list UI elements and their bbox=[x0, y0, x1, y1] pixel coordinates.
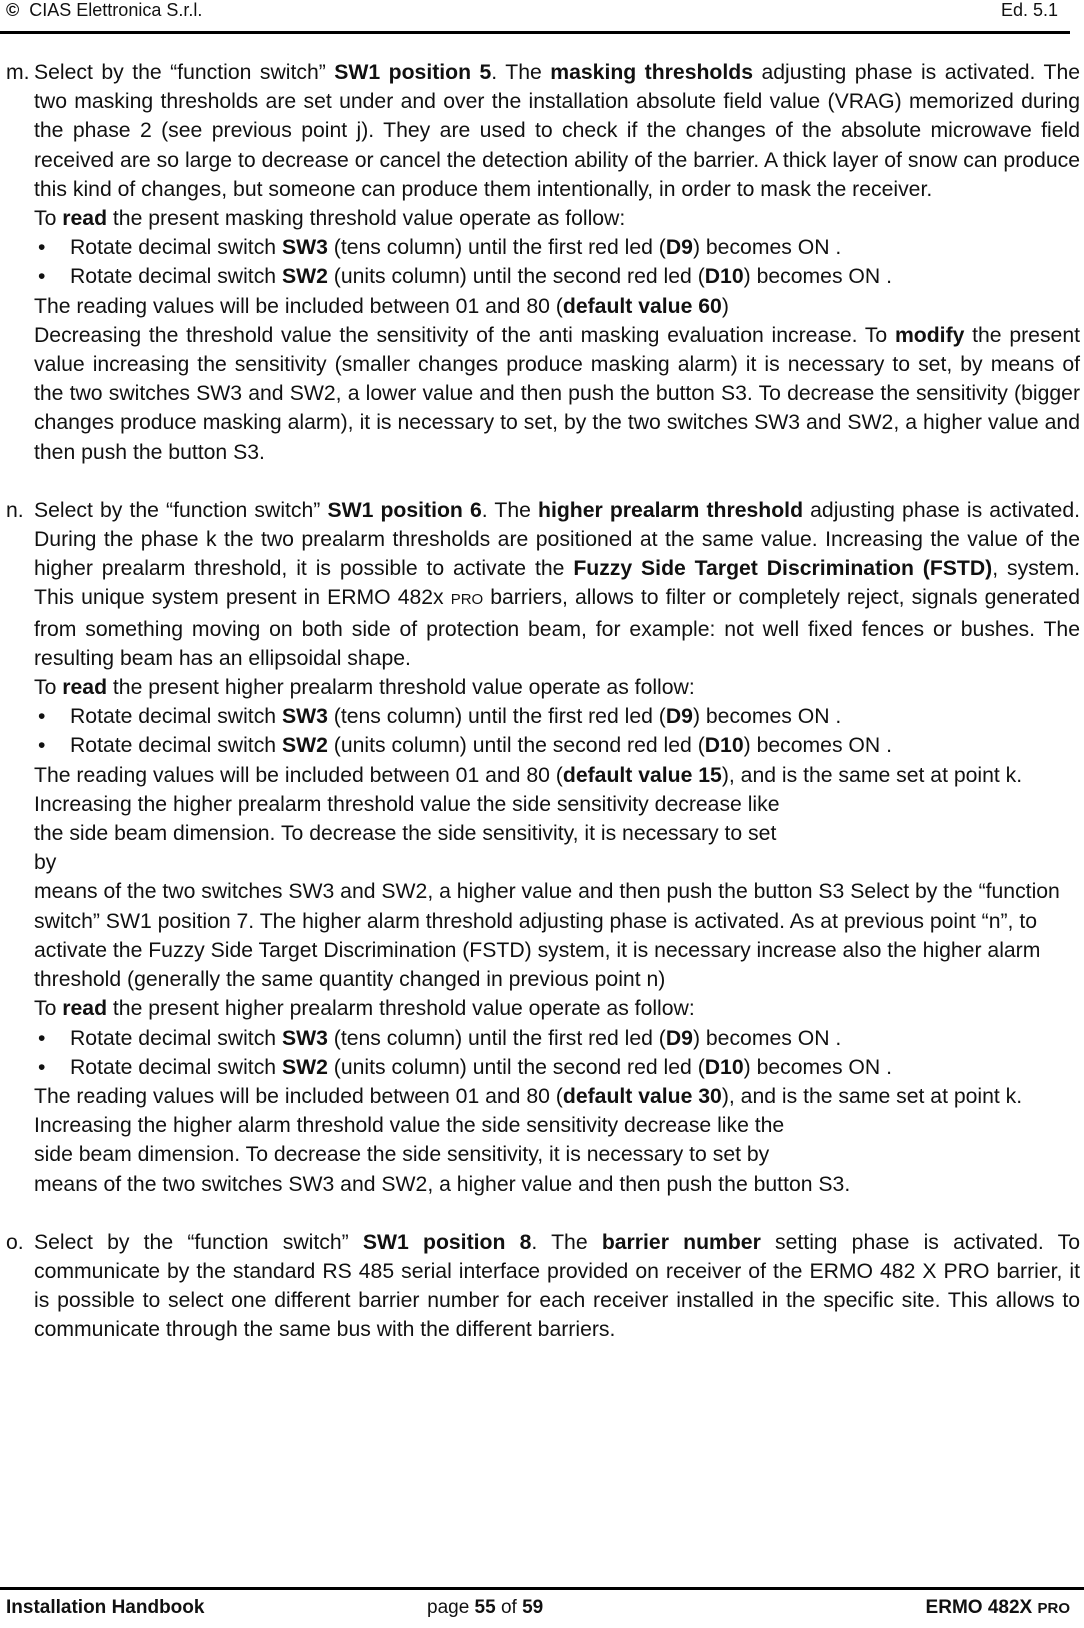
item-n-intro: Select by the “function switch” SW1 position 6. The higher prealarm threshold adjusting phase is activated. During the phase k the two prealarm thresholds are positioned at the same value. Increasing the value of the higher prealarm threshold, it is possible to activate the Fuzzy Side Target Discrimination (FSTD), system. This unique system present in ERMO 482x PRO barriers, allows to filter or completely reject, signals generated from something moving on both side of protection beam, for example: not well fixed fences or bushes. The resulting beam has an ellipsoidal shape. bbox=[34, 498, 1080, 670]
item-m bbox=[0, 58, 1084, 467]
bullet-icon: • bbox=[38, 265, 46, 289]
product-name: ERMO 482X PRO bbox=[925, 1597, 1070, 1618]
means-note: means of the two switches SW3 and SW2, a higher value and then push the button S3 Select by the “function switch” SW1 position 7. The higher alarm threshold adjusting phase is activated. As at previous point “n”, to activate the Fuzzy Side Target Discrimination (FSTD) system, it is necessary increase also the higher alarm threshold (generally the same quantity changed in previous point n) bbox=[34, 880, 1060, 992]
increase-note: Increasing the higher alarm threshold value the side sensitivity decrease like the side beam dimension. To decrease the side sensitivity, it is necessary to set by bbox=[34, 1114, 785, 1167]
read-instruction: To read the present higher prealarm threshold value operate as follow: bbox=[34, 997, 695, 1021]
page-footer bbox=[0, 1597, 1084, 1621]
footer-rule bbox=[0, 1587, 1084, 1590]
bullet-item: • Rotate decimal switch SW2 (units column) until the second red led (D10) becomes ON . bbox=[34, 262, 1080, 291]
bullet-item: • Rotate decimal switch SW3 (tens column) until the first red led (D9) becomes ON . bbox=[34, 233, 1080, 262]
document-body bbox=[0, 58, 1084, 1345]
increase-note: Increasing the higher prealarm threshold value the side sensitivity decrease like the side beam dimension. To decrease the side sensitivity, it is necessary to set by bbox=[34, 792, 780, 875]
copyright-icon: © bbox=[6, 0, 20, 20]
item-o bbox=[0, 1228, 1084, 1345]
modify-instruction: Decreasing the threshold value the sensitivity of the anti masking evaluation increase. To modify the present value increasing the sensitivity (smaller changes produce masking alarm) it is necessary to set, by means of the two switches SW3 and SW2, a lower value and then push the button S3. To decrease the sensitivity (bigger changes produce masking alarm), it is necessary to set, by the two switches SW3 and SW2, a higher value and then push the button S3. bbox=[34, 323, 1080, 464]
page-header bbox=[6, 0, 1070, 22]
edition: Ed. 5.1 bbox=[1000, 0, 1058, 20]
bullet-item: • Rotate decimal switch SW3 (tens column) until the first red led (D9) becomes ON . bbox=[34, 702, 1080, 731]
bullet-item: • Rotate decimal switch SW2 (units column) until the second red led (D10) becomes ON . bbox=[34, 731, 1080, 760]
company-name: © CIAS Elettronica S.r.l. bbox=[6, 0, 203, 20]
item-o-intro: Select by the “function switch” SW1 position 8. The barrier number setting phase is activated. To communicate by the standard RS 485 serial interface provided on receiver of the ERMO 482 X PRO barrier, it is possible to select one different barrier number for each receiver installed in the specific site. This allows to communicate through the same bus with the different barriers. bbox=[34, 1230, 1080, 1342]
values-range: The reading values will be included between 01 and 80 (default value 60) bbox=[34, 294, 729, 318]
page-number: page 55 of 59 bbox=[427, 1597, 544, 1618]
read-instruction: To read the present masking threshold value operate as follow: bbox=[34, 207, 626, 231]
bullet-icon: • bbox=[38, 1026, 46, 1050]
values-range: The reading values will be included between 01 and 80 (default value 15), and is the same set at point k. bbox=[34, 763, 1023, 787]
bullet-icon: • bbox=[38, 236, 46, 260]
means-note: means of the two switches SW3 and SW2, a higher value and then push the button S3. bbox=[34, 1172, 851, 1196]
item-marker: m. bbox=[6, 61, 30, 84]
bullet-icon: • bbox=[38, 705, 46, 729]
item-n bbox=[0, 496, 1084, 1199]
bullet-icon: • bbox=[38, 1055, 46, 1079]
bullet-item: • Rotate decimal switch SW2 (units column) until the second red led (D10) becomes ON . bbox=[34, 1053, 1080, 1082]
item-marker: o. bbox=[6, 1230, 24, 1254]
handbook-title: Installation Handbook bbox=[6, 1597, 205, 1618]
bullet-item: • Rotate decimal switch SW3 (tens column) until the first red led (D9) becomes ON . bbox=[34, 1024, 1080, 1053]
item-m-intro: Select by the “function switch” SW1 position 5. The masking thresholds adjusting phase is activated. The two masking thresholds are set under and over the installation absolute field value (VRAG) memorized during the phase 2 (see previous point j). They are used to check if the changes of the absolute microwave field received are so large to decrease or cancel the detection ability of the barrier. A thick layer of snow can produce this kind of changes, but someone can produce them intentionally, in order to mask the receiver. bbox=[34, 61, 1081, 201]
bullet-icon: • bbox=[38, 734, 46, 758]
values-range: The reading values will be included between 01 and 80 (default value 30), and is the same set at point k. bbox=[34, 1084, 1023, 1108]
read-instruction: To read the present higher prealarm threshold value operate as follow: bbox=[34, 676, 695, 700]
item-marker: n. bbox=[6, 498, 24, 522]
header-rule bbox=[0, 31, 1070, 34]
